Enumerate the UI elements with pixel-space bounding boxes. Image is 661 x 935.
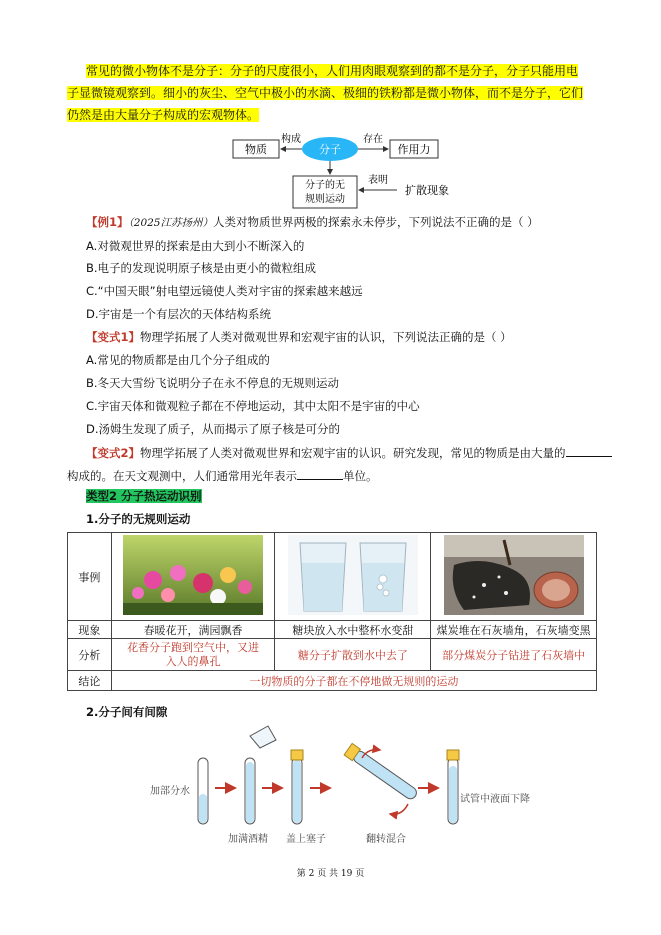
stopper	[291, 750, 303, 760]
analysis-2: 糖分子扩散到水中去了	[275, 639, 431, 671]
variant1-question	[86, 329, 512, 345]
box-force-label: 作用力	[397, 143, 431, 156]
type2-title: 类型2 分子热运动识别	[86, 489, 202, 503]
image-coal-wall	[431, 533, 597, 621]
table-row-analysis	[68, 639, 597, 671]
label-stopper: 盖上塞子	[286, 834, 326, 845]
variant1-option-d: D.汤姆生发现了质子，从而揭示了原子核是可分的	[86, 422, 341, 436]
label-flip-mix: 翻转混合	[366, 834, 406, 845]
row-label-example: 事例	[68, 533, 112, 621]
type2-heading	[86, 488, 202, 504]
label-add-water: 加部分水	[150, 786, 190, 797]
example1-text: 人类对物质世界两极的探索永未停步，下列说法不正确的是（ ）	[213, 215, 539, 229]
section2-title: 2.分子间有间隙	[86, 705, 168, 719]
phenomenon-3: 煤炭堆在石灰墙角，石灰墙变黑	[431, 621, 597, 639]
concept-map	[225, 130, 475, 212]
phenomenon-1: 春暖花开，满园飘香	[111, 621, 275, 639]
intro-line-3: 仍然是由大量分子构成的宏观物体。	[67, 108, 260, 122]
box-matter-label: 物质	[245, 143, 267, 156]
intro-line-1: 常见的微小物体不是分子：分子的尺度很小，人们用肉眼观察到的都不是分子，分子只能用电	[86, 64, 579, 78]
rotate-arrow-2	[390, 804, 408, 814]
table-row-example	[68, 533, 597, 621]
example1-option-c: C.“中国天眼”射电望远镜使人类对宇宙的探索越来越远	[86, 284, 363, 298]
variant2-text-2: 构成的。在天文观测中，人们通常用光年表示	[67, 469, 297, 483]
image-flowers	[111, 533, 275, 621]
diffusion-label: 扩散现象	[405, 184, 449, 197]
variant2-text-1: 物理学拓展了人类对微观世界和宏观宇宙的认识。研究发现，常见的物质是由大量的	[140, 446, 566, 460]
example1-question	[86, 214, 539, 230]
variant1-tag: 【变式1】	[86, 330, 141, 344]
variant1-option-a: A.常见的物质都是由几个分子组成的	[86, 353, 270, 367]
tube-5-liquid	[449, 766, 457, 823]
experiment-diagram	[150, 720, 470, 830]
arrow-show-label: 表明	[368, 175, 388, 186]
tube-4-tilted	[344, 743, 419, 802]
arrow-exist-label: 存在	[363, 134, 383, 145]
table-row-conclusion	[68, 671, 597, 691]
variant2-tag: 【变式2】	[86, 446, 141, 460]
beaker	[250, 726, 276, 748]
variant1-text: 物理学拓展了人类对微观世界和宏观宇宙的认识，下列说法正确的是（ ）	[140, 330, 512, 344]
label-add-alcohol: 加满酒精	[228, 834, 268, 845]
box-random-motion-label-1: 分子的无	[305, 180, 345, 191]
molecule-motion-table	[67, 532, 597, 691]
variant2-blank-2[interactable]	[297, 467, 343, 480]
variant2-text-3: 单位。	[343, 469, 378, 483]
conclusion: 一切物质的分子都在不停地做无规则的运动	[111, 671, 596, 691]
variant2-question-line2	[67, 467, 378, 484]
row-label-analysis: 分析	[68, 639, 112, 671]
example1-source: （2025江苏扬州）	[128, 217, 213, 229]
example1-option-b: B.电子的发现说明原子核是由更小的微粒组成	[86, 261, 317, 275]
variant2-blank-1[interactable]	[566, 444, 612, 457]
section1-title: 1.分子的无规则运动	[86, 512, 191, 526]
example1-option-d: D.宇宙是一个有层次的天体结构系统	[86, 307, 272, 321]
tube-3-liquid	[293, 760, 301, 823]
phenomenon-2: 糖块放入水中整杯水变甜	[275, 621, 431, 639]
variant1-option-b: B.冬天大雪纷飞说明分子在永不停息的无规则运动	[86, 376, 340, 390]
image-sugar-water	[275, 533, 431, 621]
example1-tag: 【例1】	[86, 215, 129, 229]
flowers-photo	[123, 535, 263, 615]
intro-line-2-wrap	[67, 82, 607, 104]
analysis-1: 花香分子跑到空气中，又进入人的鼻孔	[111, 639, 275, 671]
box-random-motion-label-2: 规则运动	[305, 194, 345, 205]
variant2-question-line1	[86, 444, 612, 461]
row-label-conclusion: 结论	[68, 671, 112, 691]
coal-wall-photo	[444, 535, 584, 615]
intro-paragraph	[86, 60, 606, 82]
analysis-3: 部分煤炭分子钻进了石灰墙中	[431, 639, 597, 671]
example1-option-a: A.对微观世界的探索是由大到小不断深入的	[86, 239, 305, 253]
sugar-water-photo	[288, 535, 418, 615]
intro-line-2: 子显微镜观察到。细小的灰尘、空气中极小的水滴、极细的铁粉都是微小物体，而不是分子，它们	[67, 86, 584, 100]
ellipse-molecule-label: 分子	[319, 143, 341, 156]
tube-2-liquid	[246, 762, 254, 823]
label-level-drop: 试管中液面下降	[460, 794, 530, 805]
table-row-phenomenon	[68, 621, 597, 639]
arrow-constitute-label: 构成	[281, 134, 301, 145]
row-label-phenomenon: 现象	[68, 621, 112, 639]
tube-1-water	[199, 794, 207, 823]
stopper-2	[447, 750, 459, 760]
intro-line-3-wrap	[67, 104, 607, 126]
page-footer: 第 2 页 共 19 页	[296, 869, 365, 879]
variant1-option-c: C.宇宙天体和微观粒子都在不停地运动，其中太阳不是宇宙的中心	[86, 399, 420, 413]
